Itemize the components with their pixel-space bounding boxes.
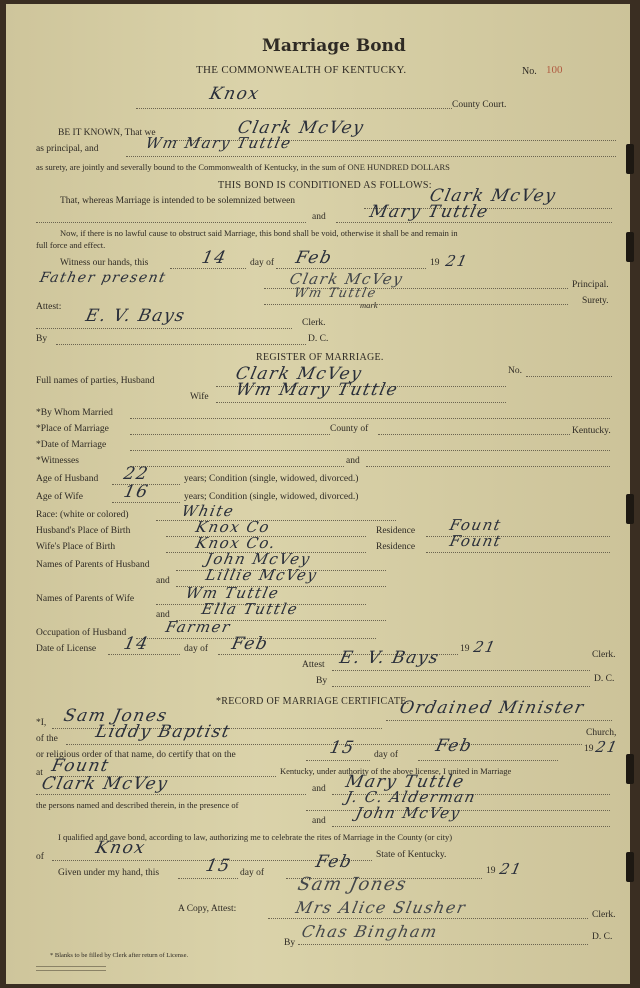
- blank-line: [418, 760, 558, 761]
- age-husband-label: Age of Husband: [36, 474, 99, 484]
- wife-name-handwritten: Wm Mary Tuttle: [233, 380, 401, 400]
- license-year-prefix: 19: [460, 644, 470, 654]
- cert-year-handwritten: 21: [594, 738, 621, 756]
- blank-line: [306, 760, 370, 761]
- certificate-heading: *RECORD OF MARRIAGE CERTIFICATE.: [216, 696, 410, 707]
- husband-birth-label: Husband's Place of Birth: [36, 526, 131, 536]
- church-label: Church,: [586, 728, 617, 738]
- bond-number-value: 100: [546, 64, 563, 76]
- copy-dc-label: D. C.: [592, 932, 613, 942]
- binder-tab: [626, 852, 634, 882]
- attest-label: Attest:: [36, 302, 62, 312]
- lawful-cause-text: Now, if there is no lawful cause to obstruct said Marriage, this bond shall be void, otherwise it shall be and remain in: [60, 228, 458, 238]
- blank-line: [130, 434, 330, 435]
- register-clerk-label: Clerk.: [592, 650, 616, 660]
- surety-label: Surety.: [582, 296, 609, 306]
- occupation-label: Occupation of Husband: [36, 628, 127, 638]
- given-under-text: Given under my hand, this: [58, 868, 160, 878]
- copy-attest-label: A Copy, Attest:: [178, 904, 237, 914]
- officiant-name-handwritten: Sam Jones: [61, 706, 170, 726]
- parent-wife-2-handwritten: Ella Tuttle: [200, 600, 301, 618]
- blank-line: [130, 418, 610, 419]
- be-it-known-text: BE IT KNOWN, That we: [58, 128, 156, 138]
- cert-at-label: at: [36, 768, 43, 778]
- witnesses-label: *Witnesses: [36, 456, 79, 466]
- day-of-text: day of: [250, 258, 275, 268]
- husband-birth-handwritten: Knox Co: [194, 518, 273, 536]
- cert-year-prefix: 19: [584, 744, 594, 754]
- church-name-handwritten: Liddy Baptist: [93, 722, 233, 742]
- conditioned-heading: THIS BOND IS CONDITIONED AS FOLLOWS:: [218, 180, 432, 191]
- by-whom-married-label: *By Whom Married: [36, 408, 113, 418]
- given-year-handwritten: 21: [498, 860, 525, 878]
- wife-label: Wife: [190, 392, 209, 402]
- kentucky-clause-text: Kentucky, under authority of the above license, I united in Marriage: [280, 766, 512, 776]
- state-of-kentucky-label: State of Kentucky.: [376, 850, 447, 860]
- occupation-handwritten: Farmer: [164, 618, 233, 636]
- copy-by-label: By: [284, 938, 296, 948]
- license-month-handwritten: Feb: [229, 634, 271, 654]
- parents-wife-label: Names of Parents of Wife: [36, 594, 135, 604]
- religious-order-text: or religious order of that name, do certify that on the: [36, 750, 236, 760]
- blank-line: [332, 826, 610, 827]
- county-of-label: County of: [330, 424, 369, 434]
- date-license-label: Date of License: [36, 644, 97, 654]
- bride-handwritten: Mary Tuttle: [343, 772, 467, 792]
- husband-residence-handwritten: Fount: [448, 516, 504, 534]
- blank-line: [386, 720, 612, 721]
- cert-day-handwritten: 15: [327, 738, 357, 758]
- principal-signature: Clark McVey: [288, 270, 406, 288]
- bond-number-label: No.: [522, 66, 537, 77]
- persons-named-text: the persons named and described therein, in the presence of: [36, 800, 239, 810]
- parent-wife-1-handwritten: Wm Tuttle: [184, 584, 282, 602]
- surety-signature: Wm Tuttle: [292, 286, 379, 301]
- cert-month-handwritten: Feb: [433, 736, 475, 756]
- witness2-handwritten: John McVey: [354, 804, 463, 822]
- attest-clerk-signature: E. V. Bays: [83, 306, 188, 326]
- wife-birth-handwritten: Knox Co.: [194, 534, 279, 552]
- given-day-of: day of: [240, 868, 265, 878]
- parents-husband-and: and: [156, 576, 170, 586]
- party2-handwritten: Mary Tuttle: [367, 202, 491, 222]
- wife-residence-handwritten: Fount: [448, 532, 504, 550]
- cert-county-handwritten: Knox: [93, 838, 148, 858]
- blank-line: [108, 654, 180, 655]
- cert-day-of: day of: [374, 750, 399, 760]
- blank-line: [332, 686, 590, 687]
- surety-clause-text: as surety, are jointly and severally bound to the Commonwealth of Kentucky, in the sum of ONE HUNDRED DOLLARS: [36, 162, 450, 172]
- blank-line: [276, 268, 426, 269]
- witness1-handwritten: J. C. Alderman: [344, 788, 478, 806]
- given-month-handwritten: Feb: [313, 852, 355, 872]
- father-present-handwritten: Father present: [38, 270, 168, 286]
- full-force-text: full force and effect.: [36, 240, 106, 250]
- surety-name-handwritten: Wm Mary Tuttle: [144, 134, 294, 152]
- witness-and-text: and: [312, 816, 326, 826]
- blank-line: [130, 450, 610, 451]
- bond-year-prefix: 19: [430, 258, 440, 268]
- bond-month-handwritten: Feb: [293, 248, 335, 268]
- blank-line: [36, 222, 306, 223]
- register-attest-signature: E. V. Bays: [337, 648, 442, 668]
- cert-and-text: and: [312, 784, 326, 794]
- age-wife-label: Age of Wife: [36, 492, 83, 502]
- blank-line: [366, 466, 610, 467]
- bond-dc-label: D. C.: [308, 334, 329, 344]
- cert-of-the-label: of the: [36, 734, 58, 744]
- and-text: and: [312, 212, 326, 222]
- blank-line: [112, 502, 180, 503]
- husband-condition-text: years; Condition (single, widowed, divorced.): [184, 474, 359, 484]
- register-heading: REGISTER OF MARRIAGE.: [256, 352, 384, 363]
- principal-label: Principal.: [572, 280, 609, 290]
- husband-residence-label: Residence: [376, 526, 416, 536]
- blank-line: [526, 376, 612, 377]
- surety-mark-text: mark: [360, 300, 378, 310]
- county-line: [136, 108, 452, 109]
- county-court-label: County Court.: [452, 100, 507, 110]
- blank-line: [426, 552, 610, 553]
- date-of-marriage-label: *Date of Marriage: [36, 440, 107, 450]
- blank-line: [332, 670, 590, 671]
- husband-name-handwritten: Clark McVey: [233, 364, 365, 384]
- register-by-label: By: [316, 676, 328, 686]
- blank-line: [36, 328, 292, 329]
- parent-husband-1-handwritten: John McVey: [204, 550, 313, 568]
- cert-place-handwritten: Fount: [49, 756, 112, 776]
- blank-line: [170, 268, 246, 269]
- officiant-signature: Sam Jones: [295, 874, 410, 895]
- cert-i-label: *I,: [36, 718, 47, 728]
- binder-tab: [626, 232, 634, 262]
- groom-handwritten: Clark McVey: [39, 774, 171, 794]
- binder-tab: [626, 754, 634, 784]
- bond-day-handwritten: 14: [199, 248, 229, 268]
- witnesses-and-text: and: [346, 456, 360, 466]
- parents-husband-label: Names of Parents of Husband: [36, 560, 150, 570]
- given-year-prefix: 19: [486, 866, 496, 876]
- blank-line: [130, 466, 344, 467]
- document-title: Marriage Bond: [262, 36, 406, 56]
- county-handwritten: Knox: [207, 84, 262, 104]
- wife-condition-text: years; Condition (single, widowed, divorced.): [184, 492, 359, 502]
- full-names-label: Full names of parties, Husband: [36, 376, 155, 386]
- given-day-handwritten: 15: [203, 856, 233, 876]
- bond-clerk-label: Clerk.: [302, 318, 326, 328]
- blank-line: [298, 944, 588, 945]
- bond-year-handwritten: 21: [444, 252, 471, 270]
- whereas-text: That, whereas Marriage is intended to be solemnized between: [60, 196, 296, 206]
- license-year-handwritten: 21: [472, 638, 499, 656]
- copy-clerk-label: Clerk.: [592, 910, 616, 920]
- qualified-text: I qualified and gave bond, according to law, authorizing me to celebrate the rites of Marriage in the County (or city): [58, 832, 453, 842]
- kentucky-label: Kentucky.: [572, 426, 611, 436]
- wife-birth-label: Wife's Place of Birth: [36, 542, 116, 552]
- license-day-of: day of: [184, 644, 209, 654]
- binder-tab: [626, 144, 634, 174]
- cert-of-label: of: [36, 852, 44, 862]
- bond-by-label: By: [36, 334, 48, 344]
- race-handwritten: White: [180, 502, 237, 520]
- copy-dc-signature: Chas Bingham: [299, 922, 440, 941]
- register-dc-label: D. C.: [594, 674, 615, 684]
- blank-line: [56, 344, 306, 345]
- marriage-bond-document: [6, 4, 630, 984]
- blank-line: [66, 744, 582, 745]
- age-husband-handwritten: 22: [121, 464, 151, 484]
- blank-line: [378, 434, 570, 435]
- copy-clerk-signature: Mrs Alice Slusher: [293, 898, 469, 917]
- printer-imprint: [36, 966, 106, 971]
- party1-handwritten: Clark McVey: [427, 186, 559, 206]
- parents-wife-and: and: [156, 610, 170, 620]
- place-of-marriage-label: *Place of Marriage: [36, 424, 109, 434]
- blank-line: [36, 794, 306, 795]
- witness-hands-text: Witness our hands, this: [60, 258, 149, 268]
- blank-line: [126, 156, 616, 157]
- as-principal-text: as principal, and: [36, 144, 99, 154]
- register-attest-label: Attest: [302, 660, 325, 670]
- register-no-label: No.: [508, 366, 522, 376]
- blank-line: [268, 918, 588, 919]
- blank-line: [264, 304, 568, 305]
- blank-line: [216, 402, 506, 403]
- license-day-handwritten: 14: [121, 634, 151, 654]
- officiant-title-handwritten: Ordained Minister: [397, 698, 587, 718]
- blank-line: [178, 878, 238, 879]
- wife-residence-label: Residence: [376, 542, 416, 552]
- footer-note: * Blanks to be filled by Clerk after return of License.: [50, 952, 189, 959]
- race-label: Race: (white or colored): [36, 510, 129, 520]
- age-wife-handwritten: 16: [121, 482, 151, 502]
- commonwealth-heading: THE COMMONWEALTH OF KENTUCKY.: [196, 64, 407, 76]
- blank-line: [156, 520, 396, 521]
- parent-husband-2-handwritten: Lillie McVey: [204, 566, 320, 584]
- principal-name-handwritten: Clark McVey: [235, 118, 367, 138]
- binder-tab: [626, 494, 634, 524]
- blank-line: [336, 222, 612, 223]
